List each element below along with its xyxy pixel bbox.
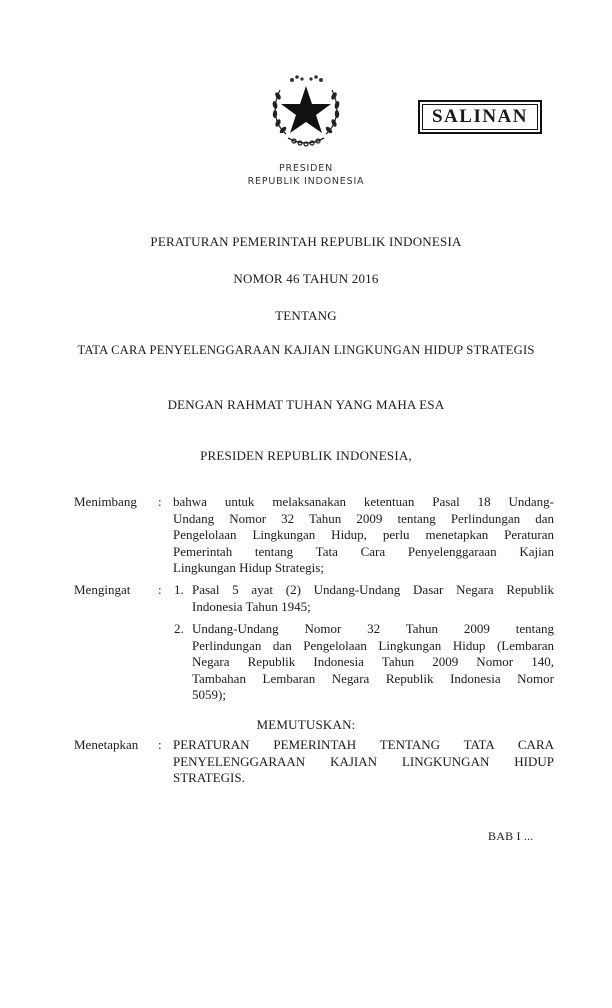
menetapkan-line: STRATEGIS. [173, 770, 245, 785]
mengingat-label: Mengingat [74, 582, 131, 597]
regulation-subject: TATA CARA PENYELENGGARAAN KAJIAN LINGKUNGAN HIDUP STRATEGIS [77, 343, 535, 357]
menetapkan-line: PERATURAN PEMERINTAH TENTANG TATA CARA [173, 737, 554, 752]
menimbang-line: Pengelolaan Lingkungan Hidup, perlu menetapkan Peraturan [173, 527, 554, 542]
menimbang-line: bahwa untuk melaksanakan ketentuan Pasal 18 Undang- [173, 494, 554, 509]
menetapkan-text [173, 737, 554, 787]
mengingat-colon: : [158, 582, 162, 597]
preamble-president: PRESIDEN REPUBLIK INDONESIA, [200, 448, 412, 463]
regulation-title: PERATURAN PEMERINTAH REPUBLIK INDONESIA [150, 234, 462, 249]
regulation-number: NOMOR 46 TAHUN 2016 [233, 271, 379, 286]
mengingat-item-2-line: 5059); [192, 687, 226, 702]
salinan-stamp-text: SALINAN [431, 106, 529, 127]
next-page-reference: BAB I ... [488, 829, 534, 843]
mengingat-item-2-line: Undang-Undang Nomor 32 Tahun 2009 tentang [192, 621, 554, 636]
mengingat-item-1-line: Pasal 5 ayat (2) Undang-Undang Dasar Negara Republik [192, 582, 554, 597]
mengingat-item-2-number: 2. [174, 621, 184, 636]
mengingat-item-2-line: Negara Republik Indonesia Tahun 2009 Nomor 140, [192, 654, 554, 669]
menimbang-line: Undang Nomor 32 Tahun 2009 tentang Perlindungan dan [173, 510, 554, 526]
header-republik-indonesia: REPUBLIK INDONESIA [247, 176, 365, 187]
salinan-stamp [418, 100, 542, 134]
mengingat-item-1-text [192, 582, 554, 615]
menimbang-label: Menimbang [74, 494, 137, 509]
menimbang-colon: : [158, 494, 162, 509]
memutuskan-heading: MEMUTUSKAN: [256, 717, 356, 732]
menetapkan-colon: : [158, 737, 162, 752]
menimbang-line: Lingkungan Hidup Strategis; [173, 560, 324, 575]
preamble-grace: DENGAN RAHMAT TUHAN YANG MAHA ESA [167, 397, 445, 412]
menetapkan-line: PENYELENGGARAAN KAJIAN LINGKUNGAN HIDUP [173, 753, 554, 769]
menimbang-line: Pemerintah tentang Tata Cara Penyelenggaraan Kajian [173, 543, 554, 559]
presidential-emblem-icon [264, 72, 348, 152]
regulation-about: TENTANG [275, 308, 337, 323]
mengingat-item-2-text [192, 621, 554, 704]
mengingat-item-1-number: 1. [174, 582, 184, 597]
header-presiden: PRESIDEN [279, 163, 333, 174]
menetapkan-label: Menetapkan [74, 737, 139, 752]
mengingat-item-2-line: Tambahan Lembaran Negara Republik Indonesia Nomor [192, 670, 554, 686]
mengingat-item-2-line: Perlindungan dan Pengelolaan Lingkungan Hidup (Lembaran [192, 637, 554, 653]
mengingat-item-1-line: Indonesia Tahun 1945; [192, 598, 311, 614]
menimbang-text [173, 494, 554, 577]
